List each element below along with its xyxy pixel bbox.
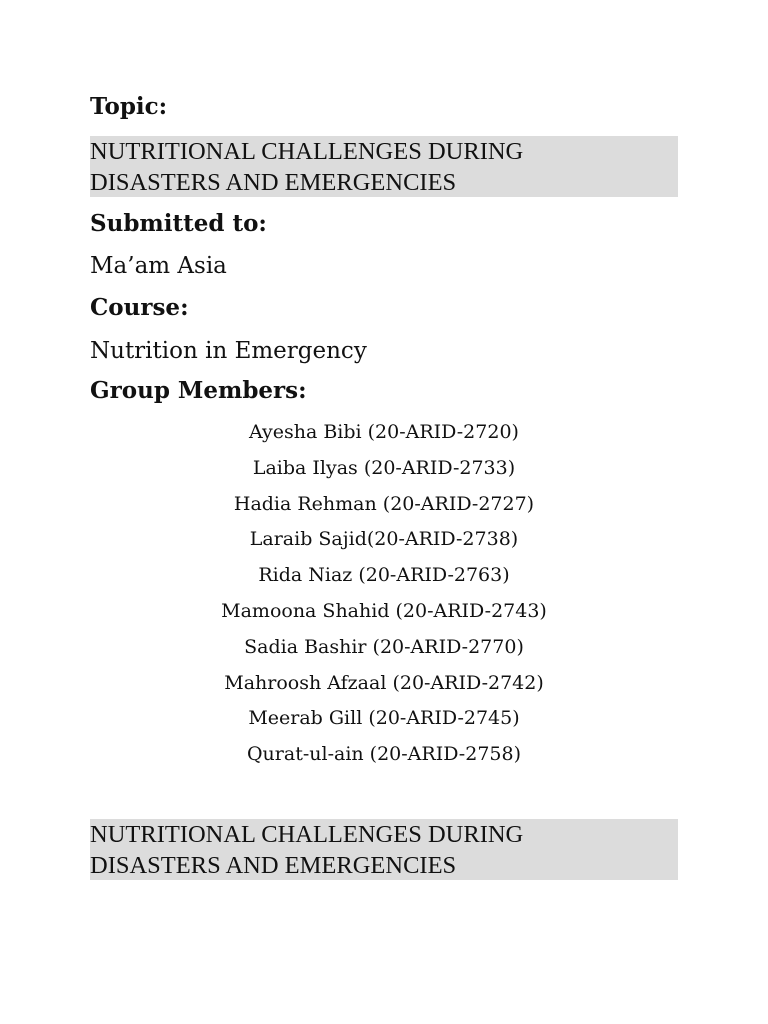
submitted-to-label: Submitted to:: [90, 210, 267, 237]
member-item: Ayesha Bibi (20-ARID-2720): [249, 421, 519, 443]
topic-title-line-2: DISASTERS AND EMERGENCIES: [90, 169, 457, 196]
member-item: Qurat-ul-ain (20-ARID-2758): [246, 743, 521, 766]
group-members-list: [90, 415, 678, 773]
section-heading: [90, 819, 678, 880]
topic-title: [90, 136, 678, 197]
course-value: Nutrition in Emergency: [90, 338, 367, 364]
topic-label: Topic:: [90, 93, 168, 120]
course-label: Course:: [90, 294, 189, 321]
topic-title-line-1: NUTRITIONAL CHALLENGES DURING: [90, 138, 524, 165]
section-heading-line-1: NUTRITIONAL CHALLENGES DURING: [90, 821, 524, 848]
member-item: Rida Niaz (20-ARID-2763): [258, 564, 510, 587]
member-item: Meerab Gill (20-ARID-2745): [248, 707, 520, 730]
group-members-label: Group Members:: [90, 377, 307, 404]
member-item: Hadia Rehman (20-ARID-2727): [233, 492, 535, 515]
member-item: Laraib Sajid(20-ARID-2738): [249, 528, 519, 551]
member-item: Sadia Bashir (20-ARID-2770): [244, 635, 524, 658]
member-item: Mamoona Shahid (20-ARID-2743): [221, 599, 547, 622]
member-item: Mahroosh Afzaal (20-ARID-2742): [224, 671, 544, 694]
section-heading-line-2: DISASTERS AND EMERGENCIES: [90, 852, 457, 879]
submitted-to-value: Ma’am Asia: [90, 253, 227, 279]
document-page: [90, 0, 678, 1024]
member-item: Laiba Ilyas (20-ARID-2733): [252, 456, 516, 479]
